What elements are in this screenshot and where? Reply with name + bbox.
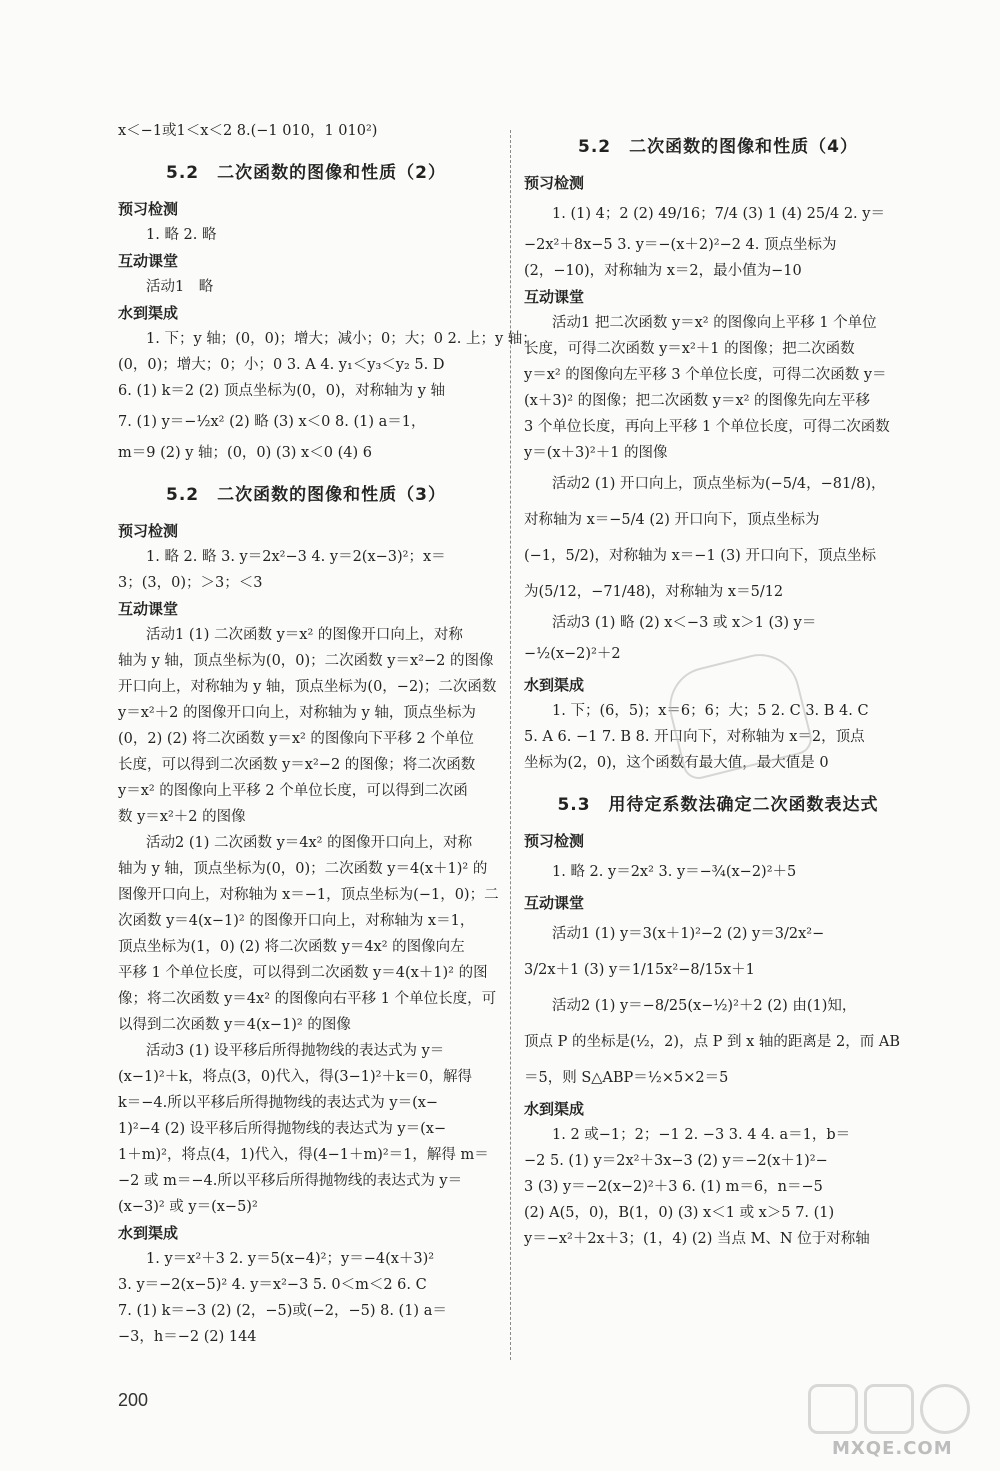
answer-line: 1. (1) 4；2 (2) 49/16；7/4 (3) 1 (4) 25/4 2. y＝ xyxy=(552,206,885,222)
answer-line: 1. 略 2. y＝2x² 3. y＝−¾(x−2)²＋5 xyxy=(552,864,797,880)
heading-preview: 预习检测 xyxy=(118,522,179,540)
answer-line: 1)²−4 (2) 设平移后所得抛物线的表达式为 y＝(x− xyxy=(118,1121,447,1137)
answer-line: 开口向上，对称轴为 y 轴，顶点坐标为(0，−2)；二次函数 xyxy=(118,679,497,695)
answer-line: 顶点坐标为(1，0) (2) 将二次函数 y＝4x² 的图像向左 xyxy=(118,939,465,955)
answer-line: ＝5，则 S△ABP＝½×5×2＝5 xyxy=(524,1070,729,1086)
section-title-5-2-3: 5.2 二次函数的图像和性质（3） xyxy=(166,485,446,505)
answer-line: 7. (1) k＝−3 (2) (2，−5)或(−2，−5) 8. (1) a＝ xyxy=(118,1303,447,1319)
answer-line: y＝−x²＋2x＋3；(1，4) (2) 当点 M、N 位于对称轴 xyxy=(524,1231,870,1247)
heading-interactive-class: 互动课堂 xyxy=(524,894,585,912)
answer-line: 坐标为(2，0)，这个函数有最大值，最大值是 0 xyxy=(524,755,829,771)
column-divider xyxy=(510,130,511,1360)
answer-line: (−1，5/2)，对称轴为 x＝−1 (3) 开口向下，顶点坐标 xyxy=(524,548,876,564)
answer-line: 活动3 (1) 略 (2) x＜−3 或 x＞1 (3) y＝ xyxy=(552,615,817,631)
answer-line: 活动2 (1) 二次函数 y＝4x² 的图像开口向上，对称 xyxy=(146,835,473,851)
answer-line: (2) A(5，0)，B(1，0) (3) x＜1 或 x＞5 7. (1) xyxy=(524,1205,835,1221)
answer-line: 1. 2 或−1；2；−1 2. −3 3. 4 4. a＝1，b＝ xyxy=(552,1127,851,1143)
section-title-5-2-4: 5.2 二次函数的图像和性质（4） xyxy=(578,137,858,157)
heading-preview: 预习检测 xyxy=(118,200,179,218)
heading-practice: 水到渠成 xyxy=(118,1224,179,1242)
heading-practice: 水到渠成 xyxy=(524,676,585,694)
left-column xyxy=(118,118,537,1350)
answer-line: 3；(3，0)；＞3；＜3 xyxy=(118,575,263,591)
answer-line: k＝−4.所以平移后所得抛物线的表达式为 y＝(x− xyxy=(118,1095,439,1111)
answer-line: 1. 略 2. 略 3. y＝2x²−3 4. y＝2(x−3)²；x＝ xyxy=(146,549,446,565)
answer-line: (x−1)²＋k，将点(3，0)代入，得(3−1)²＋k＝0，解得 xyxy=(118,1069,472,1085)
answer-line: 3 (3) y＝−2(x−2)²＋3 6. (1) m＝6，n＝−5 xyxy=(524,1179,823,1195)
watermark-site: MXQE.COM xyxy=(832,1438,953,1459)
answer-line: (0，2) (2) 将二次函数 y＝x² 的图像向下平移 2 个单位 xyxy=(118,731,474,747)
answer-line: −3，h＝−2 (2) 144 xyxy=(118,1329,257,1345)
answer-line: 轴为 y 轴，顶点坐标为(0，0)；二次函数 y＝x²−2 的图像 xyxy=(118,653,494,669)
answer-line: 像；将二次函数 y＝4x² 的图像向右平移 1 个单位长度，可 xyxy=(118,991,497,1007)
page-number: 200 xyxy=(118,1390,149,1410)
answer-line: 3/2x＋1 (3) y＝1/15x²−8/15x＋1 xyxy=(524,962,755,978)
answer-line: 3. y＝−2(x−5)² 4. y＝x²−3 5. 0＜m＜2 6. C xyxy=(118,1277,427,1293)
answer-line: −2x²＋8x−5 3. y＝−(x＋2)²−2 4. 顶点坐标为 xyxy=(524,237,837,253)
answer-line: y＝x²＋2 的图像开口向上，对称轴为 y 轴，顶点坐标为 xyxy=(118,705,476,721)
answer-line: 活动2 (1) 开口向上，顶点坐标为(−5/4，−81/8)， xyxy=(552,476,886,492)
answer-line: 1＋m)²，将点(4，1)代入，得(4−1＋m)²＝1，解得 m＝ xyxy=(118,1147,489,1163)
answer-line: (2，−10)，对称轴为 x＝2，最小值为−10 xyxy=(524,263,802,279)
section-title-5-2-2: 5.2 二次函数的图像和性质（2） xyxy=(166,163,446,183)
answer-line: 1. 略 2. 略 xyxy=(146,227,217,243)
answer-line: −2 5. (1) y＝2x²＋3x−3 (2) y＝−2(x＋1)²− xyxy=(524,1153,828,1169)
answer-line: 平移 1 个单位长度，可以得到二次函数 y＝4(x＋1)² 的图 xyxy=(118,965,488,981)
answer-line: 活动1 (1) y＝3(x＋1)²−2 (2) y＝3/2x²− xyxy=(552,926,825,942)
heading-interactive-class: 互动课堂 xyxy=(118,600,179,618)
continued-answer-line: x＜−1或1＜x＜2 8.(−1 010，1 010²) xyxy=(118,123,378,139)
heading-preview: 预习检测 xyxy=(524,174,585,192)
answer-line: −½(x−2)²＋2 xyxy=(524,646,621,662)
answer-line: 活动2 (1) y＝−8/25(x−½)²＋2 (2) 由(1)知， xyxy=(552,998,857,1014)
answer-line: 对称轴为 x＝−5/4 (2) 开口向下，顶点坐标为 xyxy=(524,512,820,528)
answer-line: 6. (1) k＝2 (2) 顶点坐标为(0，0)，对称轴为 y 轴 xyxy=(118,383,446,399)
heading-interactive-class: 互动课堂 xyxy=(118,252,179,270)
answer-line: (x＋3)² 的图像；把二次函数 y＝x² 的图像先向左平移 xyxy=(524,393,871,409)
answer-line: m＝9 (2) y 轴；(0，0) (3) x＜0 (4) 6 xyxy=(118,445,372,461)
heading-interactive-class: 互动课堂 xyxy=(524,288,585,306)
answer-line: 顶点 P 的坐标是(½，2)，点 P 到 x 轴的距离是 2，而 AB xyxy=(524,1034,901,1050)
heading-practice: 水到渠成 xyxy=(118,304,179,322)
answer-line: 5. A 6. −1 7. B 8. 开口向下，对称轴为 x＝2，顶点 xyxy=(524,729,865,745)
answer-line: 活动1 略 xyxy=(146,279,214,295)
answer-line: (0，0)；增大；0；小；0 3. A 4. y₁＜y₃＜y₂ 5. D xyxy=(118,357,445,373)
answer-line: 1. 下；(6，5)；x＝6；6；大；5 2. C 3. B 4. C xyxy=(552,703,869,719)
answer-line: 7. (1) y＝−½x² (2) 略 (3) x＜0 8. (1) a＝1， xyxy=(118,414,426,430)
answer-line: 长度，可得二次函数 y＝x²＋1 的图像；把二次函数 xyxy=(524,341,855,357)
watermark-logo xyxy=(808,1378,968,1434)
section-title-5-3: 5.3 用待定系数法确定二次函数表达式 xyxy=(557,795,879,815)
answer-line: 次函数 y＝4(x−1)² 的图像开口向上，对称轴为 x＝1， xyxy=(118,913,475,929)
heading-practice: 水到渠成 xyxy=(524,1100,585,1118)
answer-line: 活动1 (1) 二次函数 y＝x² 的图像开口向上，对称 xyxy=(146,627,463,643)
answer-line: 轴为 y 轴，顶点坐标为(0，0)；二次函数 y＝4(x＋1)² 的 xyxy=(118,861,488,877)
answer-line: 活动3 (1) 设平移后所得抛物线的表达式为 y＝ xyxy=(146,1043,445,1059)
answer-line: 1. 下；y 轴；(0，0)；增大；减小；0；大；0 2. 上；y 轴； xyxy=(146,331,537,347)
answer-line: 图像开口向上，对称轴为 x＝−1，顶点坐标为(−1，0)；二 xyxy=(118,887,499,903)
answer-line: −2 或 m＝−4.所以平移后所得抛物线的表达式为 y＝ xyxy=(118,1173,463,1189)
answer-line: y＝(x＋3)²＋1 的图像 xyxy=(524,445,668,461)
answer-line: y＝x² 的图像向左平移 3 个单位长度，可得二次函数 y＝ xyxy=(524,367,887,383)
answer-line: y＝x² 的图像向上平移 2 个单位长度，可以得到二次函 xyxy=(118,783,468,799)
answer-line: 为(5/12，−71/48)，对称轴为 x＝5/12 xyxy=(524,584,784,600)
answer-line: 3 个单位长度，再向上平移 1 个单位长度，可得二次函数 xyxy=(524,419,890,435)
answer-line: 以得到二次函数 y＝4(x−1)² 的图像 xyxy=(118,1017,351,1033)
answer-line: 1. y＝x²＋3 2. y＝5(x−4)²；y＝−4(x＋3)² xyxy=(146,1251,435,1267)
answer-line: 数 y＝x²＋2 的图像 xyxy=(118,809,246,825)
answer-line: (x−3)² 或 y＝(x−5)² xyxy=(118,1199,258,1215)
answer-line: 活动1 把二次函数 y＝x² 的图像向上平移 1 个单位 xyxy=(552,315,877,331)
answer-line: 长度，可以得到二次函数 y＝x²−2 的图像；将二次函数 xyxy=(118,757,476,773)
heading-preview: 预习检测 xyxy=(524,832,585,850)
